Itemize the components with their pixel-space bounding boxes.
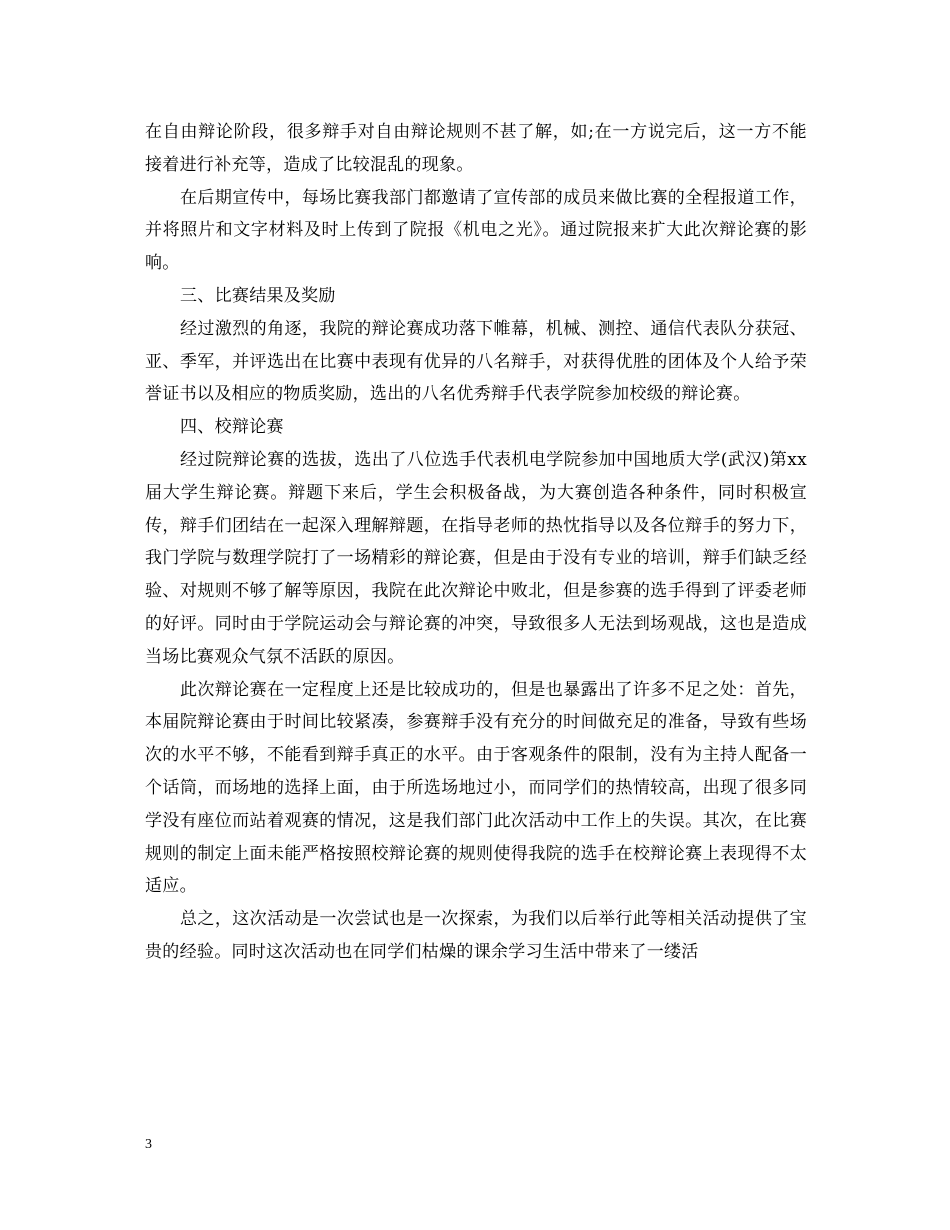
paragraph-school-debate: 经过院辩论赛的选拔，选出了八位选手代表机电学院参加中国地质大学(武汉)第xx届大学生辩论赛。辩题下来后，学生会积极备战，为大赛创造各种条件，同时积极宣传，辩手们团结在一起深入理解辩题，在指导老师的热忱指导以及各位辩手的努力下，我门学院与数理学院打了一场精彩的辩论赛，但是由于没有专业的培训，辩手们缺乏经验、对规则不够了解等原因，我院在此次辩论中败北，但是参赛的选手得到了评委老师的好评。同时由于学院运动会与辩论赛的冲突，导致很多人无法到场观战，这也是造成当场比赛观众气氛不活跃的原因。 (145, 449, 807, 667)
page-body (145, 116, 807, 969)
page-number: 3 (145, 1137, 152, 1152)
paragraph-free-debate-issues: 在自由辩论阶段，很多辩手对自由辩论规则不甚了解，如;在一方说完后，这一方不能接着进行补充等，造成了比较混乱的现象。 (145, 122, 807, 175)
paragraph-conclusion: 总之，这次活动是一次尝试也是一次探索，为我们以后举行此等相关活动提供了宝贵的经验。同时这次活动也在同学们枯燥的课余学习生活中带来了一缕活 (145, 909, 807, 962)
paragraph-publicity: 在后期宣传中，每场比赛我部门都邀请了宣传部的成员来做比赛的全程报道工作，并将照片和文字材料及时上传到了院报《机电之光》。通过院报来扩大此次辩论赛的影响。 (145, 187, 807, 274)
section-heading-results: 三、比赛结果及奖励 (180, 285, 336, 306)
paragraph-results: 经过激烈的角逐，我院的辩论赛成功落下帷幕，机械、测控、通信代表队分获冠、亚、季军，并评选出在比赛中表现有优异的八名辩手，对获得优胜的团体及个人给予荣誉证书以及相应的物质奖励，选出的八名优秀辩手代表学院参加校级的辩论赛。 (145, 318, 807, 405)
section-heading-school-debate: 四、校辩论赛 (180, 417, 284, 438)
paragraph-shortcomings: 此次辩论赛在一定程度上还是比较成功的，但是也暴露出了许多不足之处：首先，本届院辩论赛由于时间比较紧凑，参赛辩手没有充分的时间做充足的准备，导致有些场次的水平不够，不能看到辩手真正的水平。由于客观条件的限制，没有为主持人配备一个话筒，而场地的选择上面，由于所选场地过小，而同学们的热情较高，出现了很多同学没有座位而站着观赛的情况，这是我们部门此次活动中工作上的失误。其次，在比赛规则的制定上面未能严格按照校辩论赛的规则使得我院的选手在校辩论赛上表现得不太适应。 (145, 679, 807, 897)
